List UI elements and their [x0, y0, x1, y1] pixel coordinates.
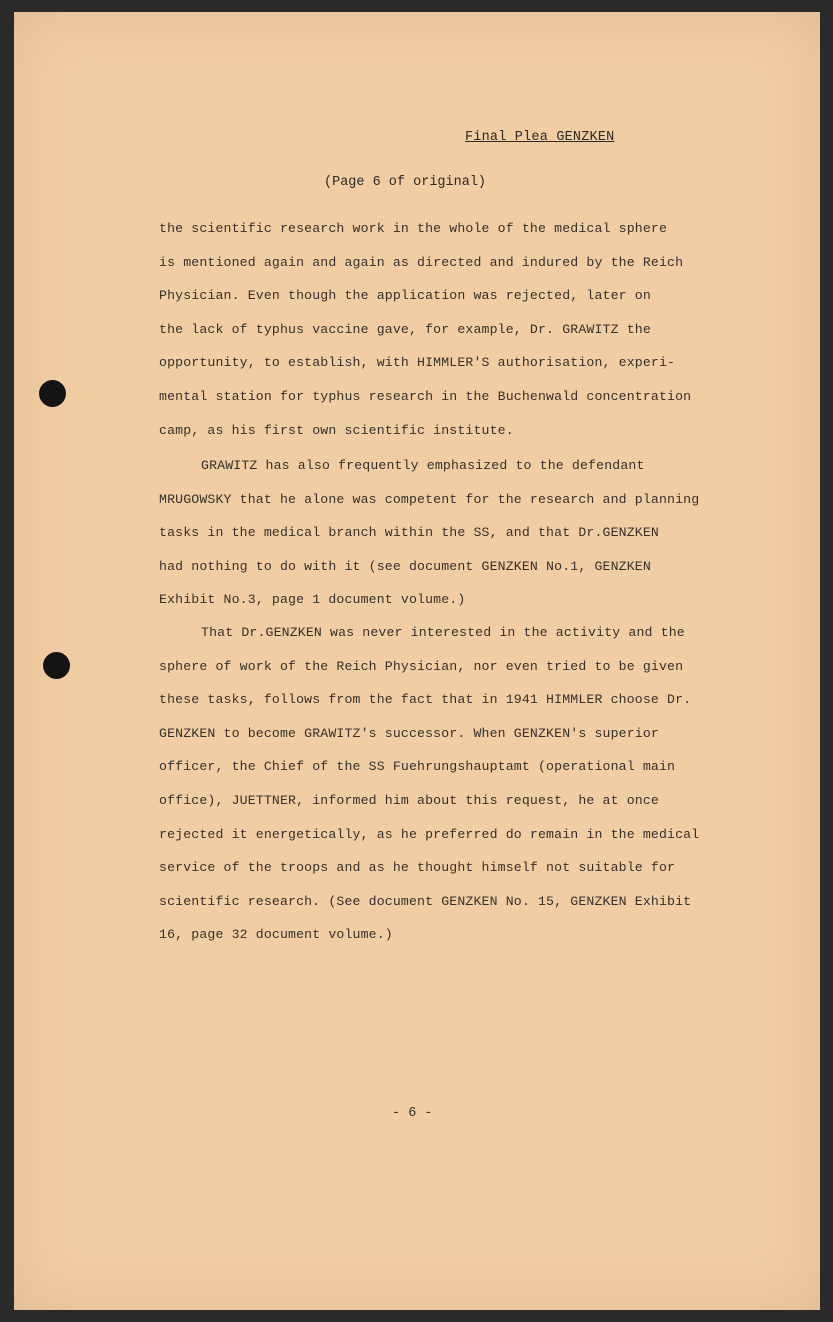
- text-line: rejected it energetically, as he preferred do remain in the medical: [159, 826, 700, 842]
- text-line: service of the troops and as he thought himself not suitable for: [159, 860, 676, 876]
- punch-hole: [43, 652, 70, 679]
- text-line: 16, page 32 document volume.): [159, 927, 393, 943]
- text-line: office), JUETTNER, informed him about this request, he at once: [159, 792, 659, 808]
- text-line: opportunity, to establish, with HIMMLER'S authorisation, experi-: [159, 355, 676, 371]
- text-line: officer, the Chief of the SS Fuehrungshauptamt (operational main: [159, 759, 676, 775]
- text-line: Exhibit No.3, page 1 document volume.): [159, 592, 466, 608]
- text-line: GENZKEN to become GRAWITZ's successor. When GENZKEN's superior: [159, 725, 659, 741]
- text-line: MRUGOWSKY that he alone was competent for the research and planning: [159, 491, 700, 507]
- paragraph-3: [159, 616, 729, 952]
- punch-hole: [39, 380, 66, 407]
- text-line: the scientific research work in the whole of the medical sphere: [159, 221, 668, 236]
- text-line: sphere of work of the Reich Physician, nor even tried to be given: [159, 658, 684, 674]
- text-line: camp, as his first own scientific institute.: [159, 422, 514, 438]
- text-line: these tasks, follows from the fact that in 1941 HIMMLER choose Dr.: [159, 692, 692, 708]
- text-line: mental station for typhus research in the Buchenwald concentration: [159, 388, 692, 404]
- text-line: That Dr.GENZKEN was never interested in the activity and the: [201, 625, 685, 640]
- text-line: is mentioned again and again as directed and indured by the Reich: [159, 254, 684, 270]
- paragraph-1: [159, 212, 729, 447]
- paragraph-2: [159, 449, 729, 617]
- text-line: the lack of typhus vaccine gave, for example, Dr. GRAWITZ the: [159, 321, 651, 337]
- document-page: [14, 12, 820, 1310]
- page-number: - 6 -: [392, 1106, 433, 1121]
- text-line: scientific research. (See document GENZKEN No. 15, GENZKEN Exhibit: [159, 893, 692, 909]
- text-line: Physician. Even though the application was rejected, later on: [159, 288, 651, 304]
- header-title: Final Plea GENZKEN: [465, 130, 615, 145]
- page-note: (Page 6 of original): [324, 175, 487, 190]
- text-line: had nothing to do with it (see document GENZKEN No.1, GENZKEN: [159, 558, 651, 574]
- text-line: tasks in the medical branch within the SS, and that Dr.GENZKEN: [159, 525, 659, 541]
- text-line: GRAWITZ has also frequently emphasized to the defendant: [201, 458, 645, 473]
